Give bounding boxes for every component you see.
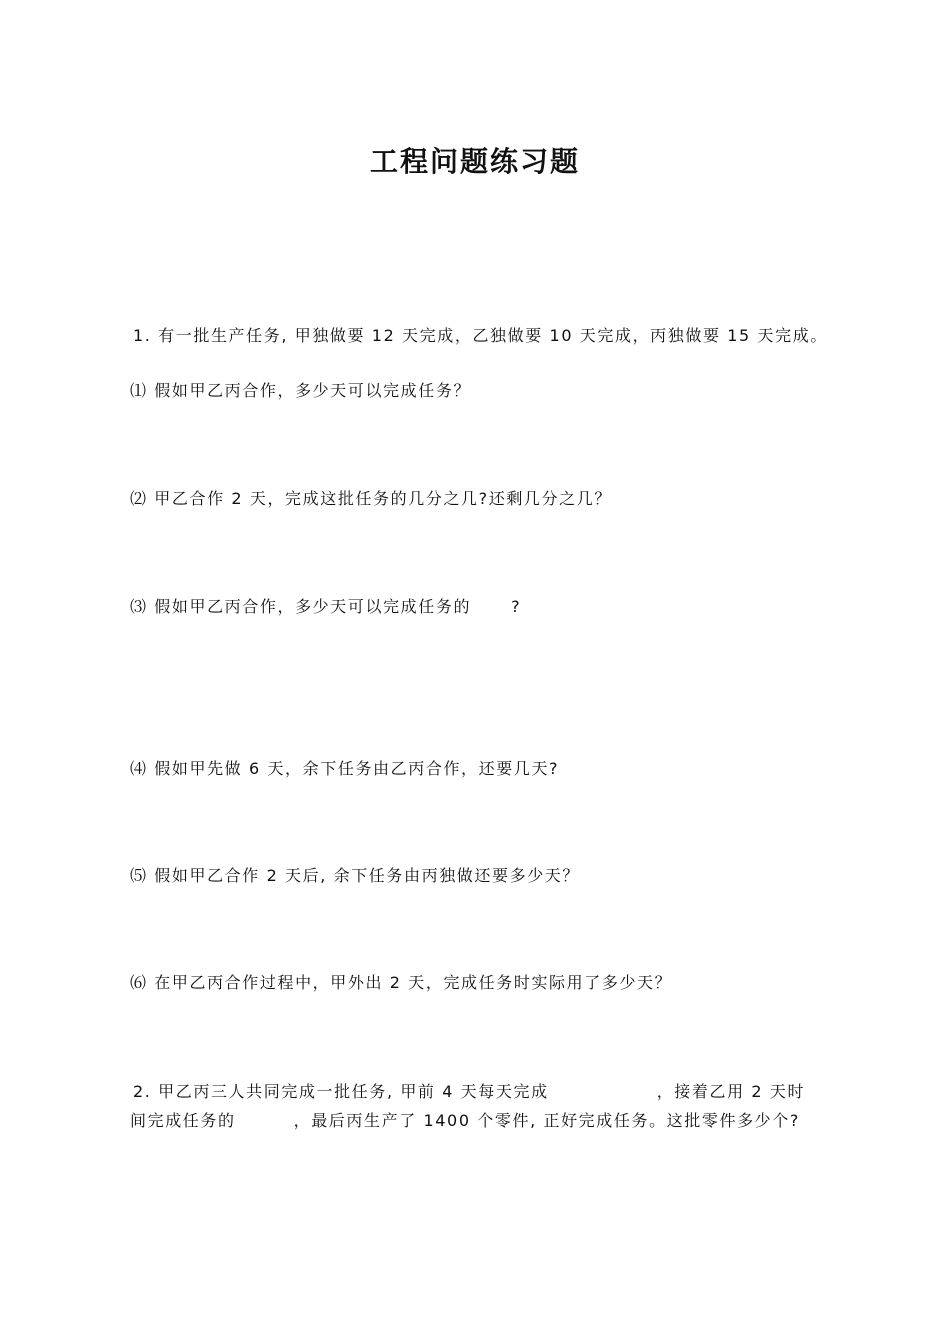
question-1-part-2: ⑵ 甲乙合作 2 天，完成这批任务的几分之几?还剩几分之几？ (130, 489, 612, 508)
question-2-line-1-start: 2. 甲乙丙三人共同完成一批任务, 甲前 4 天每天完成 (133, 1082, 549, 1101)
question-1-part-3-end: ? (511, 597, 522, 616)
question-2-line-1 (133, 1080, 805, 1104)
page-title: 工程问题练习题 (369, 145, 580, 178)
question-1-stem: 1. 有一批生产任务, 甲独做要 12 天完成，乙独做要 10 天完成，丙独做要 15 天完成。 (133, 326, 828, 345)
question-1-part-1: ⑴ 假如甲乙丙合作，多少天可以完成任务？ (130, 381, 472, 400)
question-1-part-6: ⑹ 在甲乙丙合作过程中，甲外出 2 天，完成任务时实际用了多少天？ (130, 973, 673, 992)
question-1-part-3 (130, 595, 521, 619)
question-1-part-5: ⑸ 假如甲乙合作 2 天后, 余下任务由丙独做还要多少天？ (130, 866, 581, 885)
question-1-part-4: ⑷ 假如甲先做 6 天，余下任务由乙丙合作，还要几天? (130, 759, 560, 778)
question-2-line-2 (130, 1109, 800, 1133)
question-2-line-2-end: ，最后丙生产了 1400 个零件, 正好完成任务。这批零件多少个? (293, 1111, 800, 1130)
question-1-part-3-text: ⑶ 假如甲乙丙合作，多少天可以完成任务的 (130, 597, 472, 616)
question-2-line-2-start: 间完成任务的 (130, 1111, 236, 1130)
question-2-line-1-end: ，接着乙用 2 天时 (656, 1082, 806, 1101)
